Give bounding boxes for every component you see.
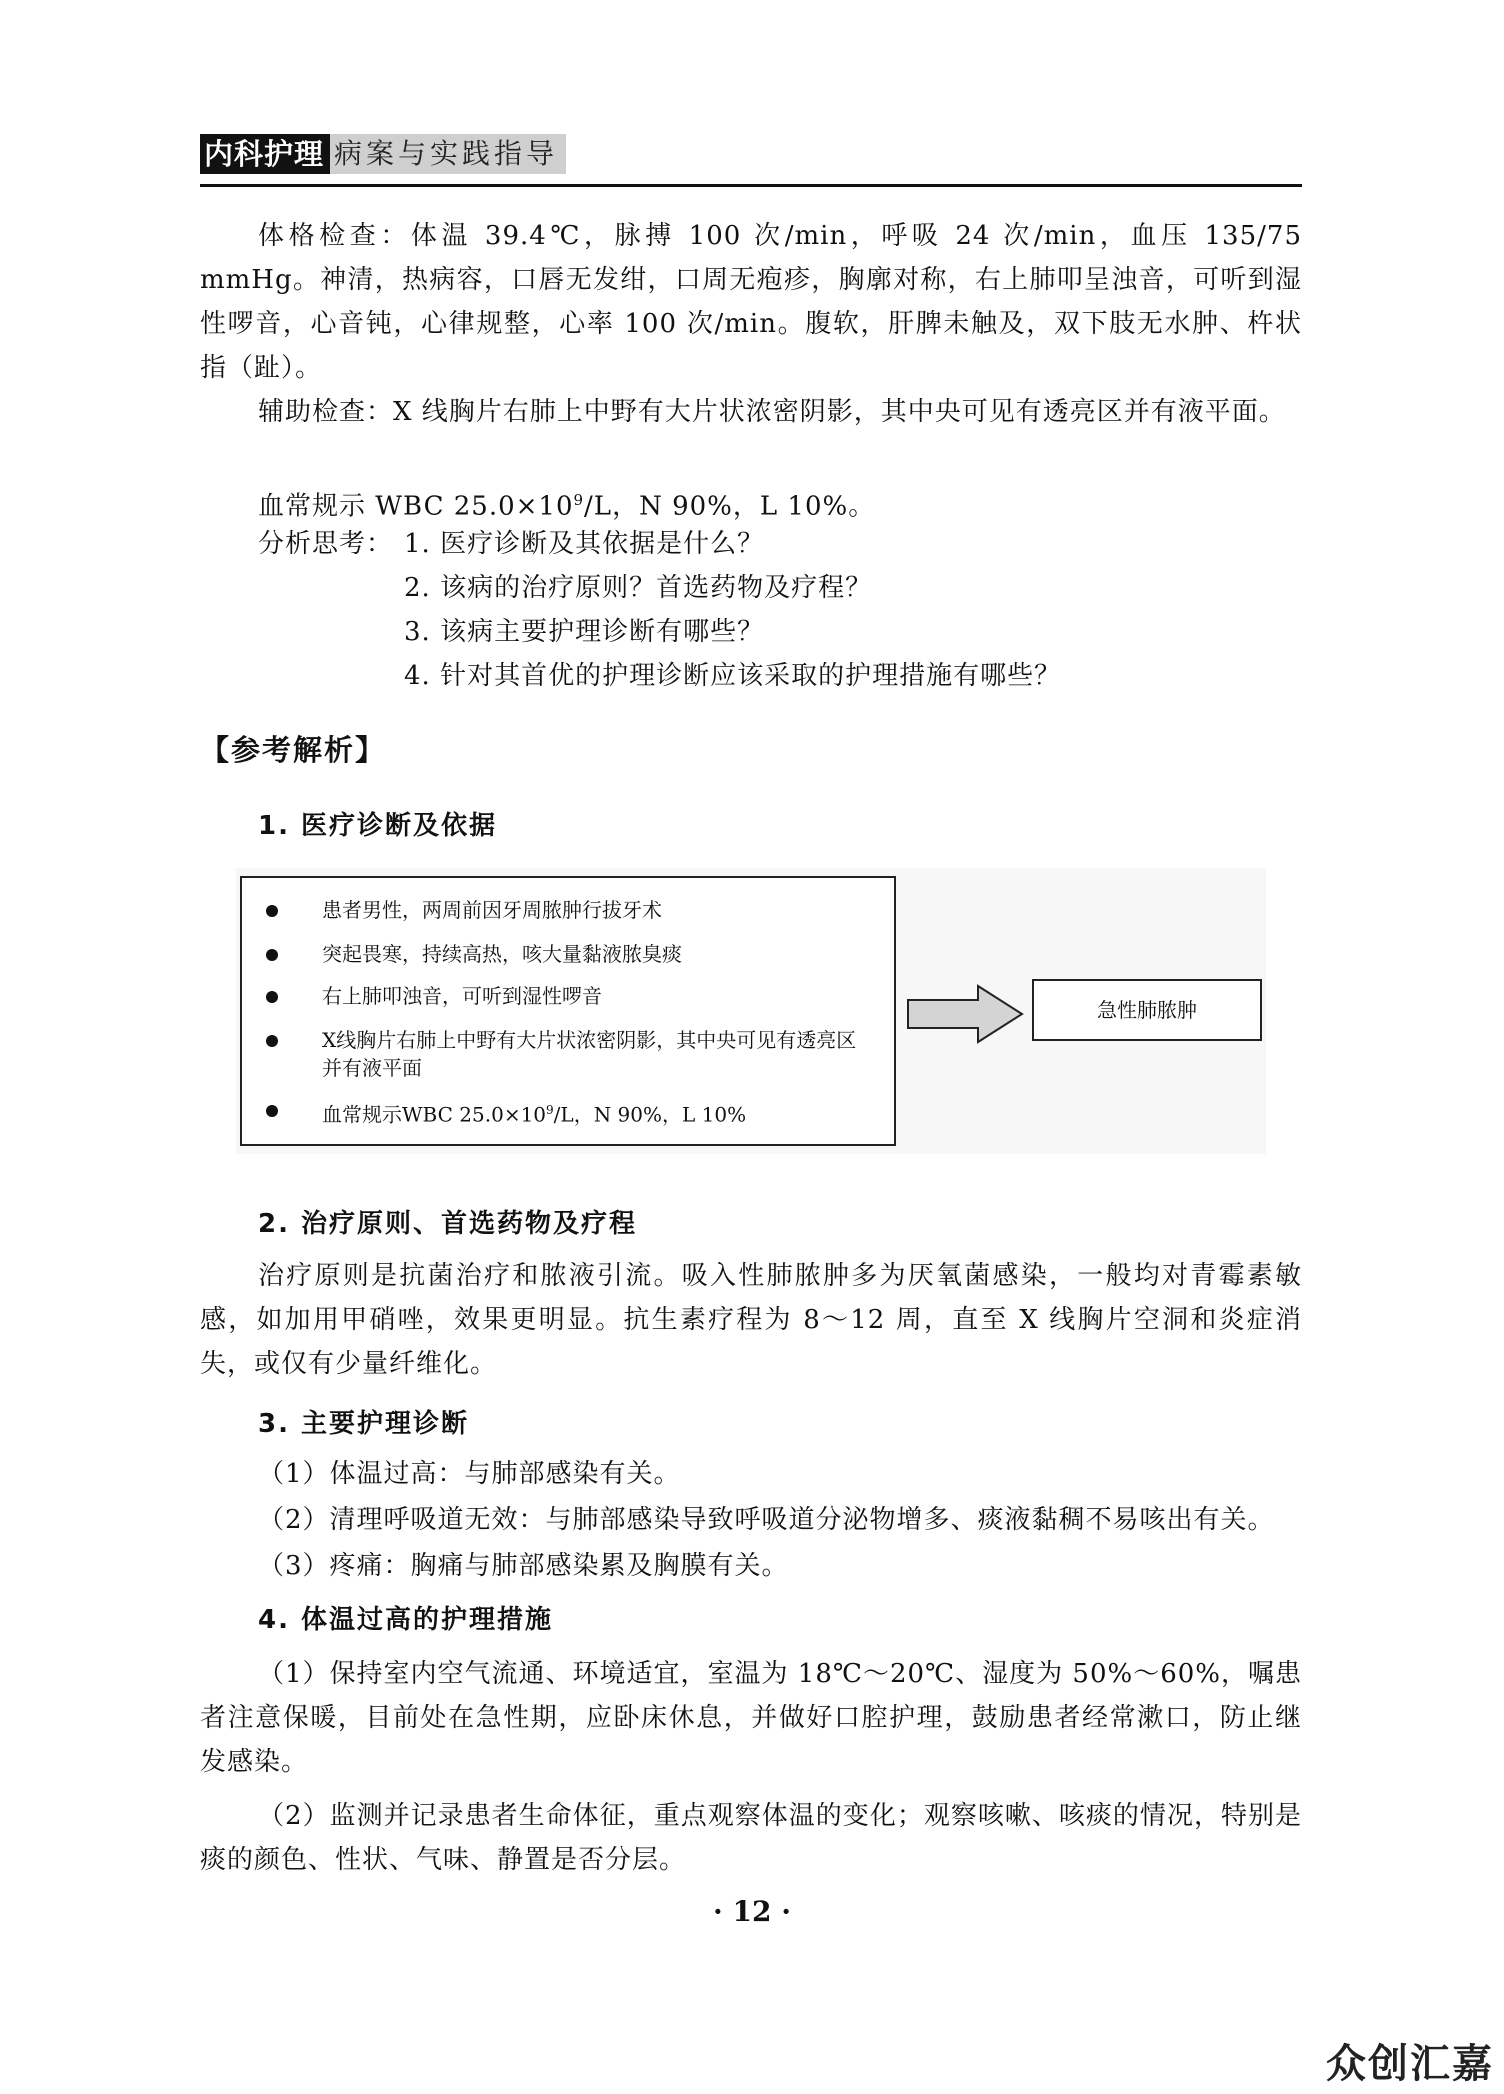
reference-analysis-title: 【参考解析】 — [200, 733, 387, 767]
arrow-right-icon — [906, 984, 1026, 1044]
evidence-box — [240, 876, 896, 1146]
nursing-diagnosis-1: （1）体温过高：与肺部感染有关。 — [258, 1459, 681, 1489]
bullet-dot — [266, 949, 278, 961]
auxiliary-exam-paragraph: 辅助检查：X 线胸片右肺上中野有大片状浓密阴影，其中央可见有透亮区并有液平面。 — [258, 397, 1286, 427]
evidence-item: 血常规示WBC $25.0\times 10^9/L$，N 90%，L 10% — [266, 1096, 866, 1129]
running-header — [200, 134, 566, 174]
bullet-dot — [266, 1035, 278, 1047]
section-4-heading: 4. 体温过高的护理措施 — [258, 1605, 554, 1635]
analysis-question-2: 2. 该病的治疗原则？首选药物及疗程？ — [404, 573, 873, 603]
page-number: · 12 · — [713, 1895, 791, 1928]
measure-paragraph-1: （1）保持室内空气流通、环境适宜，室温为 18℃～20℃、湿度为 50%～60%，嘱患者注意保暖，目前处在急性期，应卧床休息，并做好口腔护理，鼓励患者经常漱口，防止继发感染。 — [200, 1659, 1302, 1777]
blood-routine-line: 血常规示 WBC $25.0\times 10^9/L$，N 90%，L 10%。 — [258, 491, 876, 522]
header-rule — [200, 184, 1302, 187]
publisher-watermark: 众创汇嘉 — [1326, 2041, 1494, 2087]
bullet-dot — [266, 1105, 278, 1117]
nursing-diagnosis-3: （3）疼痛：胸痛与肺部感染累及胸膜有关。 — [258, 1551, 789, 1581]
header-book-category: 内科护理 — [200, 134, 330, 174]
measure-paragraph-2: （2）监测并记录患者生命体征，重点观察体温的变化；观察咳嗽、咳痰的情况，特别是痰的颜色、性状、气味、静置是否分层。 — [200, 1801, 1302, 1875]
analysis-question-4: 4. 针对其首优的护理诊断应该采取的护理措施有哪些？ — [404, 661, 1062, 691]
diagnosis-result-box: 急性肺脓肿 — [1032, 979, 1262, 1041]
analysis-question-3: 3. 该病主要护理诊断有哪些？ — [404, 617, 765, 647]
evidence-item: 患者男性，两周前因牙周脓肿行拔牙术 — [266, 896, 866, 924]
section-3-heading: 3. 主要护理诊断 — [258, 1409, 470, 1439]
evidence-item: X线胸片右肺上中野有大片状浓密阴影，其中央可见有透亮区并有液平面 — [266, 1026, 866, 1082]
treatment-paragraph: 治疗原则是抗菌治疗和脓液引流。吸入性肺脓肿多为厌氧菌感染，一般均对青霉素敏感，如加用甲硝唑，效果更明显。抗生素疗程为 8～12 周，直至 X 线胸片空洞和炎症消失，或仅有少量纤维化。 — [200, 1261, 1302, 1379]
analysis-question-1: 1. 医疗诊断及其依据是什么？ — [404, 529, 765, 559]
physical-exam-paragraph: 体格检查：体温 39.4℃，脉搏 100 次/min，呼吸 24 次/min，血压 135/75 mmHg。神清，热病容，口唇无发绀，口周无疱疹，胸廓对称，右上肺叩呈浊音，可听到湿性啰音，心音钝，心律规整，心率 100 次/min。腹软，肝脾未触及，双下肢无水肿、杵状指（趾）。 — [200, 221, 1302, 383]
evidence-item: 右上肺叩浊音，可听到湿性啰音 — [266, 982, 866, 1010]
bullet-dot — [266, 991, 278, 1003]
section-2-heading: 2. 治疗原则、首选药物及疗程 — [258, 1209, 638, 1239]
section-1-heading: 1. 医疗诊断及依据 — [258, 811, 498, 841]
nursing-diagnosis-2: （2）清理呼吸道无效：与肺部感染导致呼吸道分泌物增多、痰液黏稠不易咳出有关。 — [258, 1505, 1275, 1535]
evidence-item: 突起畏寒，持续高热，咳大量黏液脓臭痰 — [266, 940, 866, 968]
analysis-label: 分析思考： — [258, 529, 394, 559]
bullet-dot — [266, 905, 278, 917]
header-book-title: 病案与实践指导 — [330, 134, 566, 174]
